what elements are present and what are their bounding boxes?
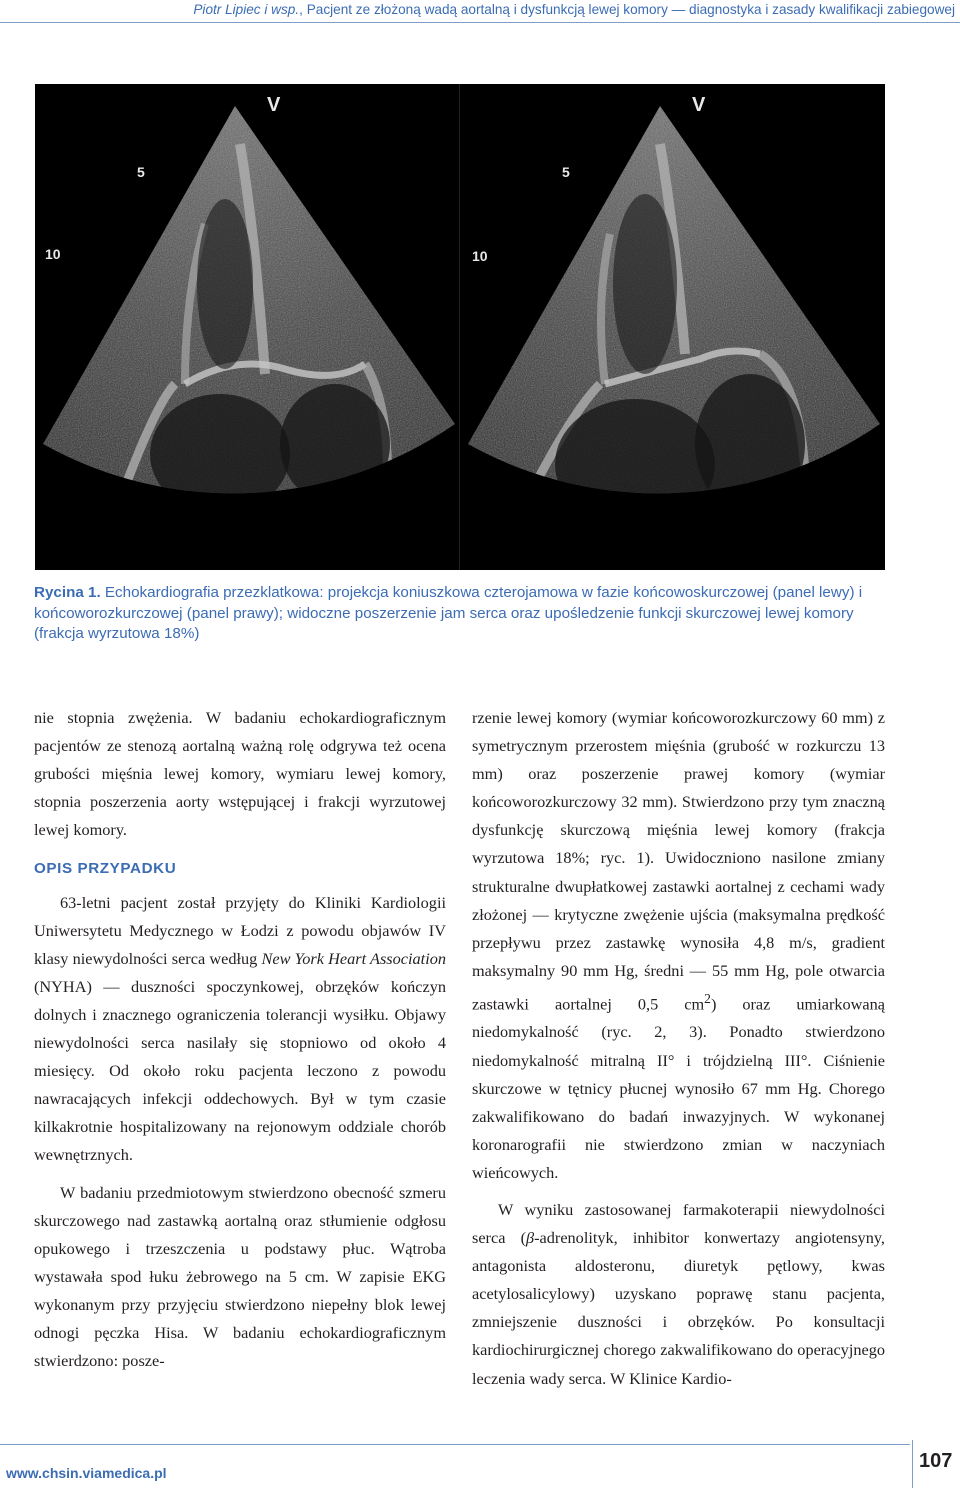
echocardiography-figure — [35, 84, 885, 570]
header-title: , Pacjent ze złożoną wadą aortalną i dysfunkcją lewej komory — diagnostyka i zasady kwalifikacji zabiegowej — [299, 2, 955, 17]
right-paragraph-1-part-b: ) oraz umiarkowaną niedomykalność (ryc. 2, 3). Ponadto stwierdzono niedomykalność mitralną II° i trójdzielną III°. Ciśnienie skurczowe w tętnicy płucnej wynosiło 67 mm Hg. Chorego zakwalifikowano do badań inwazyjnych. W wykonanej koronarografii nie stwierdzono zmian w naczyniach wieńcowych. — [472, 994, 885, 1182]
footer-divider — [0, 1444, 910, 1445]
echo-panel-end-systolic — [35, 84, 460, 570]
section-heading: OPIS PRZYPADKU — [34, 860, 177, 878]
echo-marker-right: V — [692, 94, 706, 116]
left-column — [34, 704, 446, 1375]
left-paragraph-2-part-a: 63-letni pacjent został przyjęty do Kliniki Kardiologii Uniwersytetu Medycznego w Łodzi z powodu objawów IV klasy niewydolności serca według — [34, 892, 446, 968]
right-column — [472, 704, 885, 1393]
cm2-superscript: 2 — [704, 990, 711, 1006]
right-paragraph-1 — [472, 704, 885, 1187]
header-divider — [0, 22, 960, 23]
right-paragraph-2-part-a: W wyniku zastosowanej farmakoterapii niewydolności serca ( — [472, 1200, 885, 1248]
depth-marker-10-right: 10 — [472, 248, 488, 264]
figure-caption — [34, 583, 889, 645]
running-header — [0, 2, 955, 17]
journal-url-link[interactable]: www.chsin.viamedica.pl — [6, 1465, 167, 1481]
left-paragraph-2 — [34, 889, 446, 1170]
caption-label: Rycina 1. — [34, 584, 101, 601]
echo-marker-left: V — [267, 94, 281, 116]
page-number-divider — [912, 1440, 913, 1488]
echo-image-left — [35, 84, 460, 570]
nyha-italic: New York Heart Association — [261, 948, 446, 968]
right-paragraph-1-part-a: rzenie lewej komory (wymiar końcoworozkurczowy 60 mm) z symetrycznym przerostem mięśnia (grubość w rozkurczu 13 mm) oraz poszerzenie prawej komory (wymiar końcoworozkurczowy 32 mm). Stwierdzono przy tym znaczną dysfunkcję skurczową mięśnia lewej komory (frakcja wyrzutowa 18%; ryc. 1). Uwidoczniono nasilone zmiany strukturalne dwupłatkowej zastawki aortalnej z cechami wady złożonej — krytyczne zwężenie ujścia (maksymalna prędkość przepływu przez zastawkę wynosiła 4,8 m/s, gradient maksymalny 90 mm Hg, średni — 55 mm Hg, pole otwarcia zastawki aortalnej 0,5 cm — [472, 708, 885, 1014]
left-paragraph-1: nie stopnia zwężenia. W badaniu echokardiograficznym pacjentów ze stenozą aortalną ważną rolę odgrywa też ocena grubości mięśnia lewej komory, wymiaru lewej komory, stopnia poszerzenia aorty wstępującej i frakcji wyrzutowej lewej komory. — [34, 708, 446, 840]
depth-marker-10-left: 10 — [45, 246, 61, 262]
echo-panel-end-diastolic — [460, 84, 885, 570]
header-authors: Piotr Lipiec i wsp. — [193, 2, 300, 17]
depth-marker-5-left: 5 — [137, 164, 145, 180]
beta-symbol: β — [526, 1228, 535, 1248]
page-number: 107 — [919, 1450, 953, 1472]
left-paragraph-3: W badaniu przedmiotowym stwierdzono obecność szmeru skurczowego nad zastawką aortalną oraz stłumienie odgłosu opukowego i trzeszczenia u podstawy płuc. Wątroba wystawała spod łuku żebrowego na 5 cm. W zapisie EKG wykonanym przy przyjęciu stwierdzono niepełny blok lewej odnogi pęczka Hisa. W badaniu echokardiograficznym stwierdzono: posze- — [34, 1182, 446, 1371]
echo-image-right — [460, 84, 885, 570]
left-paragraph-2-part-b: (NYHA) — duszności spoczynkowej, obrzęków kończyn dolnych i znacznego ograniczenia tolerancji wysiłku. Objawy niewydolności serca nasilały się stopniowo od około 4 miesięcy. Od około roku pacjenta leczono z powodu nawracających infekcji oddechowych. Był w tym czasie kilkakrotnie hospitalizowany na rejonowym oddziale chorób wewnętrznych. — [34, 976, 446, 1165]
right-paragraph-2 — [472, 1196, 885, 1393]
caption-text: Echokardiografia przezklatkowa: projekcja koniuszkowa czterojamowa w fazie końcowoskurczowej (panel lewy) i końcoworozkurczowej (panel prawy); widoczne poszerzenie jam serca oraz upośledzenie funkcji skurczowej lewej komory (frakcja wyrzutowa 18%) — [34, 584, 863, 642]
right-paragraph-2-part-b: -adrenolityk, inhibitor konwertazy angiotensyny, antagonista aldosteronu, diuretyk pętlowy, kwas acetylosalicylowy) uzyskano poprawę stanu pacjenta, zmniejszenie duszności i obrzęków. Po konsultacji kardiochirurgicznej chorego zakwalifikowano do operacyjnego leczenia wady serca. W Klinice Kardio- — [472, 1228, 885, 1388]
depth-marker-5-right: 5 — [562, 164, 570, 180]
